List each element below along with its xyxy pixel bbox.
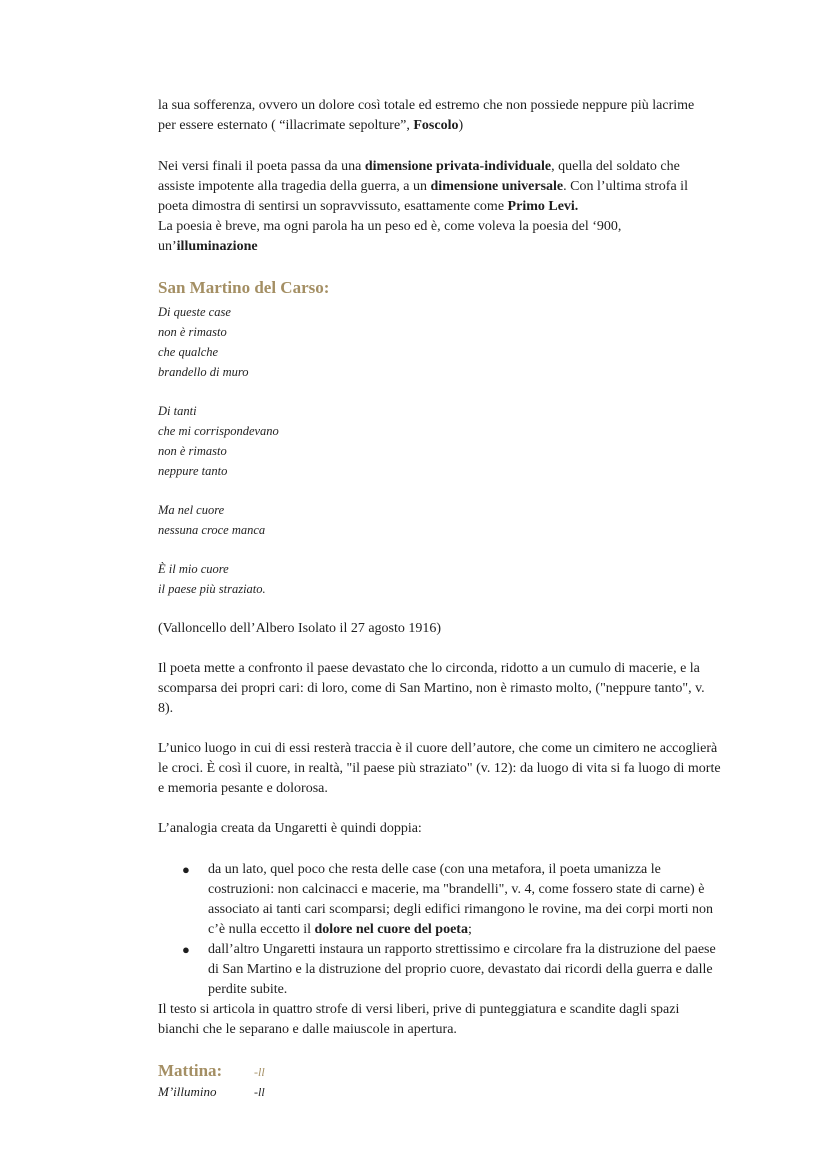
poem-line: Ma nel cuore [158,503,225,517]
analysis-paragraph-1: Il poeta mette a confronto il paese devastato che lo circonda, ridotto a un cumulo di macerie, e la scomparsa dei propri cari: di loro, come di San Martino, non è rimasto molto, ("neppure tanto", v. 8). [158,661,705,716]
poem-stanza-2 [158,401,758,481]
intro-paragraph-2: Nei versi finali il poeta passa da una dimensione privata-individuale, quella del soldato che assiste impotente alla tragedia della guerra, a un dimensione universale. Con l’ultima strofa il poeta dimostra di sentirsi un sopravvissuto, esattamente come Primo Levi. La poesia è breve, ma ogni parola ha un peso ed è, come voleva la poesia del ‘900, un’illuminazione [158,159,688,254]
poem-line: neppure tanto [158,464,228,478]
analysis-paragraph-3: L’analogia creata da Ungaretti è quindi doppia: [158,821,422,836]
poem-line: Di tanti [158,404,197,418]
poem-line: brandello di muro [158,365,249,379]
analysis-paragraph-2: L’unico luogo in cui di essi resterà traccia è il cuore dell’autore, che come un cimitero ne accoglierà le croci. È così il cuore, in realtà, "il paese più straziato" (v. 12): da luogo di vita si fa luogo di morte e memoria pesante e dolorosa. [158,741,721,796]
section-header-mattina [158,1060,758,1082]
metric-mark: -ll [254,1085,265,1099]
list-item: ● da un lato, quel poco che resta delle case (con una metafora, il poeta umanizza le costruzioni: non calcinacci e macerie, ma "brandelli", v. 4, come fossero state di carne) è associato ai tanti cari scomparsi; degli edifici rimangono le rovine, ma dei corpi morti non c’è nulla eccetto il dolore nel cuore del poeta; [182,862,714,937]
section-title-mattina: Mattina: [158,1061,223,1080]
bullet-icon: ● [182,862,190,877]
poem-line: Di queste case [158,305,231,319]
analysis-paragraph-4: Il testo si articola in quattro strofe di versi liberi, prive di punteggiatura e scandite dagli spazi bianchi che le separano e dalle maiuscole in apertura. [158,1002,680,1037]
poem-stanza-1 [158,302,758,382]
poem-line: M’illumino [158,1084,217,1099]
page-content [158,96,758,1100]
foscolo-bold: Foscolo [413,118,459,133]
poem-line: che qualche [158,345,219,359]
poem-line: il paese più straziato. [158,582,266,596]
poem-line: nessuna croce manca [158,523,266,537]
poem-san-martino [158,302,758,599]
poem-line: non è rimasto [158,444,227,458]
poem-line: È il mio cuore [158,562,229,576]
poem-line: non è rimasto [158,325,227,339]
analogy-list [158,860,758,1000]
poem-date-line: (Valloncello dell’Albero Isolato il 27 agosto 1916) [158,621,442,636]
metric-mark: -ll [254,1065,265,1079]
poem-line-mattina [158,1084,758,1100]
bullet-icon: ● [182,942,190,957]
intro-paragraph-1: la sua sofferenza, ovvero un dolore così totale ed estremo che non possiede neppure più lacrime per essere esternato ( “illacrimate sepolture”, Foscolo) [158,98,695,133]
poem-stanza-3 [158,500,758,540]
section-title-san-martino: San Martino del Carso: [158,278,330,297]
poem-stanza-4 [158,559,758,599]
list-item: ● dall’altro Ungaretti instaura un rapporto strettissimo e circolare fra la distruzione del paese di San Martino e la distruzione del proprio cuore, devastato dai ricordi della guerra e dalle perdite subite. [182,942,716,997]
poem-line: che mi corrispondevano [158,424,279,438]
